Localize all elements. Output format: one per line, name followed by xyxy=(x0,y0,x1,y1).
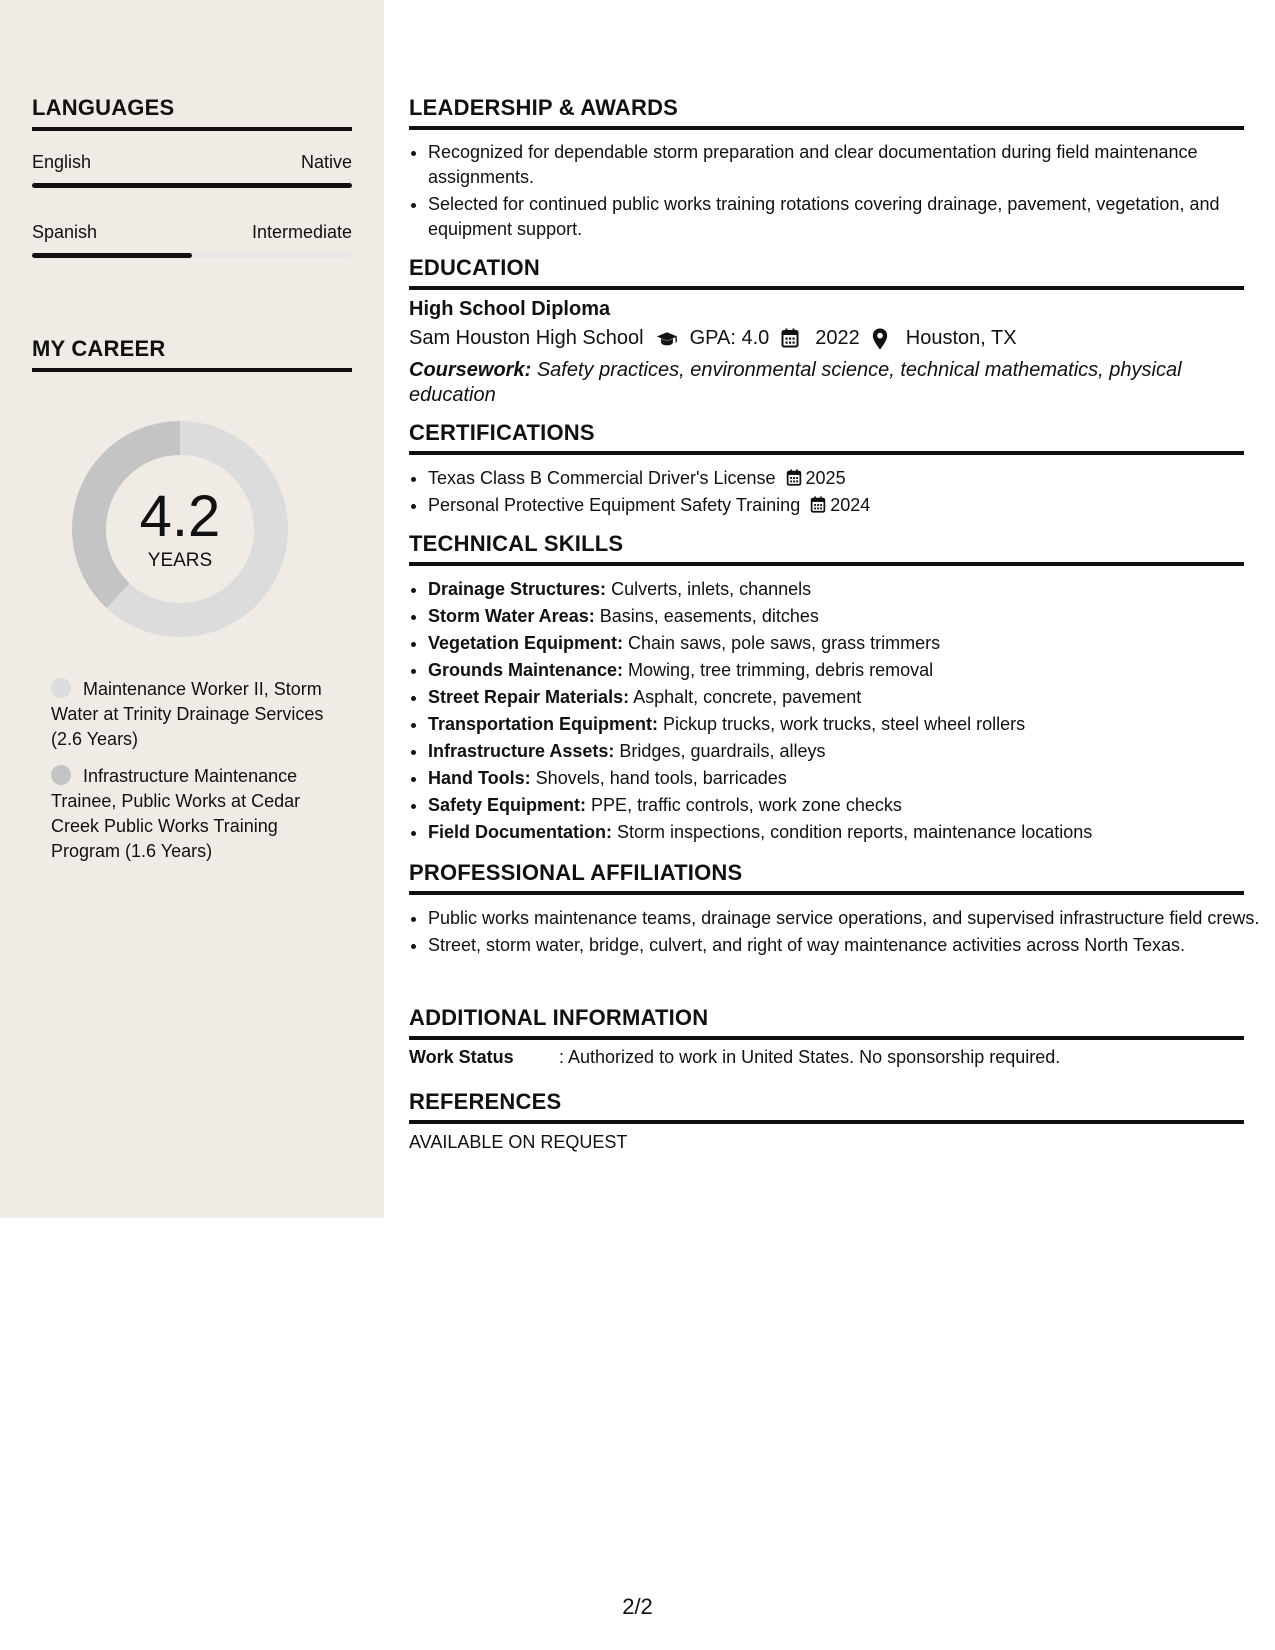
language-name: Spanish xyxy=(32,222,98,242)
skill-label: Infrastructure Assets: xyxy=(428,741,615,761)
graduation-cap-icon xyxy=(656,328,678,350)
coursework-label: Coursework: xyxy=(409,359,532,381)
calendar-icon xyxy=(781,328,803,350)
sidebar xyxy=(0,0,384,1218)
certification-year: 2025 xyxy=(805,468,846,488)
education-coursework xyxy=(409,358,1229,408)
additional-row xyxy=(409,1047,1060,1068)
language-proficiency-bar xyxy=(32,183,352,188)
skill-label: Field Documentation: xyxy=(428,822,612,842)
language-proficiency-bar xyxy=(32,253,352,258)
language-level: Intermediate xyxy=(251,222,352,242)
skill-value: Pickup trucks, work trucks, steel wheel rollers xyxy=(663,714,1026,734)
skills-list xyxy=(409,577,1263,847)
leadership-title: LEADERSHIP & AWARDS xyxy=(409,95,1244,130)
career-donut-chart xyxy=(67,416,293,642)
education-year: 2022 xyxy=(815,327,860,349)
list-item xyxy=(428,466,1263,491)
skill-label: Grounds Maintenance: xyxy=(428,660,624,680)
additional-value: : Authorized to work in United States. No sponsorship required. xyxy=(559,1047,1061,1067)
education-location: Houston, TX xyxy=(905,327,1017,349)
affiliations-title: PROFESSIONAL AFFILIATIONS xyxy=(409,860,1244,895)
skill-label: Safety Equipment: xyxy=(428,795,587,815)
skill-value: Mowing, tree trimming, debris removal xyxy=(628,660,934,680)
education-gpa: GPA: 4.0 xyxy=(689,327,770,349)
skill-value: Culverts, inlets, channels xyxy=(611,579,812,599)
skill-item xyxy=(428,685,1263,710)
calendar-icon xyxy=(786,469,802,486)
references-text: AVAILABLE ON REQUEST xyxy=(409,1132,628,1152)
career-legend-item xyxy=(51,677,351,752)
skill-item xyxy=(428,658,1263,683)
language-name: English xyxy=(32,152,92,172)
legend-dot-icon xyxy=(51,765,71,785)
map-pin-icon xyxy=(872,328,894,350)
certification-year: 2024 xyxy=(830,495,871,515)
certifications-title: CERTIFICATIONS xyxy=(409,420,1244,455)
skill-item xyxy=(428,604,1263,629)
education-school: Sam Houston High School xyxy=(409,327,644,349)
education-title: EDUCATION xyxy=(409,255,1244,290)
language-item xyxy=(32,222,352,258)
list-item: • Public works maintenance teams, drainage service operations, and supervised infrastructure field crews. xyxy=(428,906,1263,931)
certifications-list xyxy=(409,466,1263,520)
skill-value: Asphalt, concrete, pavement xyxy=(633,687,862,707)
references-title: REFERENCES xyxy=(409,1089,1244,1124)
additional-title: ADDITIONAL INFORMATION xyxy=(409,1005,1244,1040)
skill-label: Vegetation Equipment: xyxy=(428,633,624,653)
education-degree: High School Diploma xyxy=(409,298,611,320)
skill-item xyxy=(428,793,1263,818)
career-legend xyxy=(51,677,351,876)
list-item: • Selected for continued public works training rotations covering drainage, pavement, vegetation, and equipment support. xyxy=(428,192,1263,242)
career-total-unit: YEARS xyxy=(147,550,213,571)
language-proficiency-fill xyxy=(32,253,192,258)
legend-dot-icon xyxy=(51,678,71,698)
skill-item xyxy=(428,631,1263,656)
skill-item xyxy=(428,712,1263,737)
skill-value: Basins, easements, ditches xyxy=(599,606,819,626)
education-details xyxy=(409,327,1017,350)
language-item xyxy=(32,152,352,188)
coursework-text: Safety practices, environmental science, technical mathematics, physical education xyxy=(409,359,1182,406)
career-legend-label: Infrastructure Maintenance Trainee, Public Works at Cedar Creek Public Works Training Program (1.6 Years) xyxy=(51,766,301,861)
skill-label: Hand Tools: xyxy=(428,768,531,788)
skills-title: TECHNICAL SKILLS xyxy=(409,531,1244,566)
skill-label: Transportation Equipment: xyxy=(428,714,659,734)
career-total-years: 4.2 xyxy=(139,484,221,549)
certification-name: Texas Class B Commercial Driver's License xyxy=(428,468,776,488)
skill-value: Shovels, hand tools, barricades xyxy=(535,768,787,788)
skill-item xyxy=(428,766,1263,791)
skill-item xyxy=(428,739,1263,764)
certification-name: Personal Protective Equipment Safety Training xyxy=(428,495,801,515)
skill-item xyxy=(428,820,1263,845)
language-proficiency-fill xyxy=(32,183,352,188)
affiliations-list xyxy=(409,906,1263,960)
skill-item xyxy=(428,577,1263,602)
skill-label: Drainage Structures: xyxy=(428,579,607,599)
career-donut-center xyxy=(67,416,293,642)
list-item: • Street, storm water, bridge, culvert, and right of way maintenance activities across North Texas. xyxy=(428,933,1263,958)
page-number: 2/2 xyxy=(622,1594,653,1619)
language-level: Native xyxy=(300,152,352,172)
languages-title: LANGUAGES xyxy=(32,95,352,131)
list-item: • Recognized for dependable storm preparation and clear documentation during field maintenance assignments. xyxy=(428,140,1263,190)
additional-key: Work Status xyxy=(409,1047,514,1067)
career-legend-label: Maintenance Worker II, Storm Water at Trinity Drainage Services (2.6 Years) xyxy=(51,679,324,749)
list-item xyxy=(428,493,1263,518)
skill-label: Storm Water Areas: xyxy=(428,606,595,626)
skill-value: Storm inspections, condition reports, maintenance locations xyxy=(617,822,1093,842)
career-title: MY CAREER xyxy=(32,336,352,372)
leadership-list xyxy=(409,140,1263,244)
skill-value: Bridges, guardrails, alleys xyxy=(619,741,826,761)
skill-value: Chain saws, pole saws, grass trimmers xyxy=(628,633,941,653)
skill-label: Street Repair Materials: xyxy=(428,687,630,707)
calendar-icon xyxy=(810,496,826,513)
career-legend-item xyxy=(51,764,351,864)
skill-value: PPE, traffic controls, work zone checks xyxy=(591,795,902,815)
